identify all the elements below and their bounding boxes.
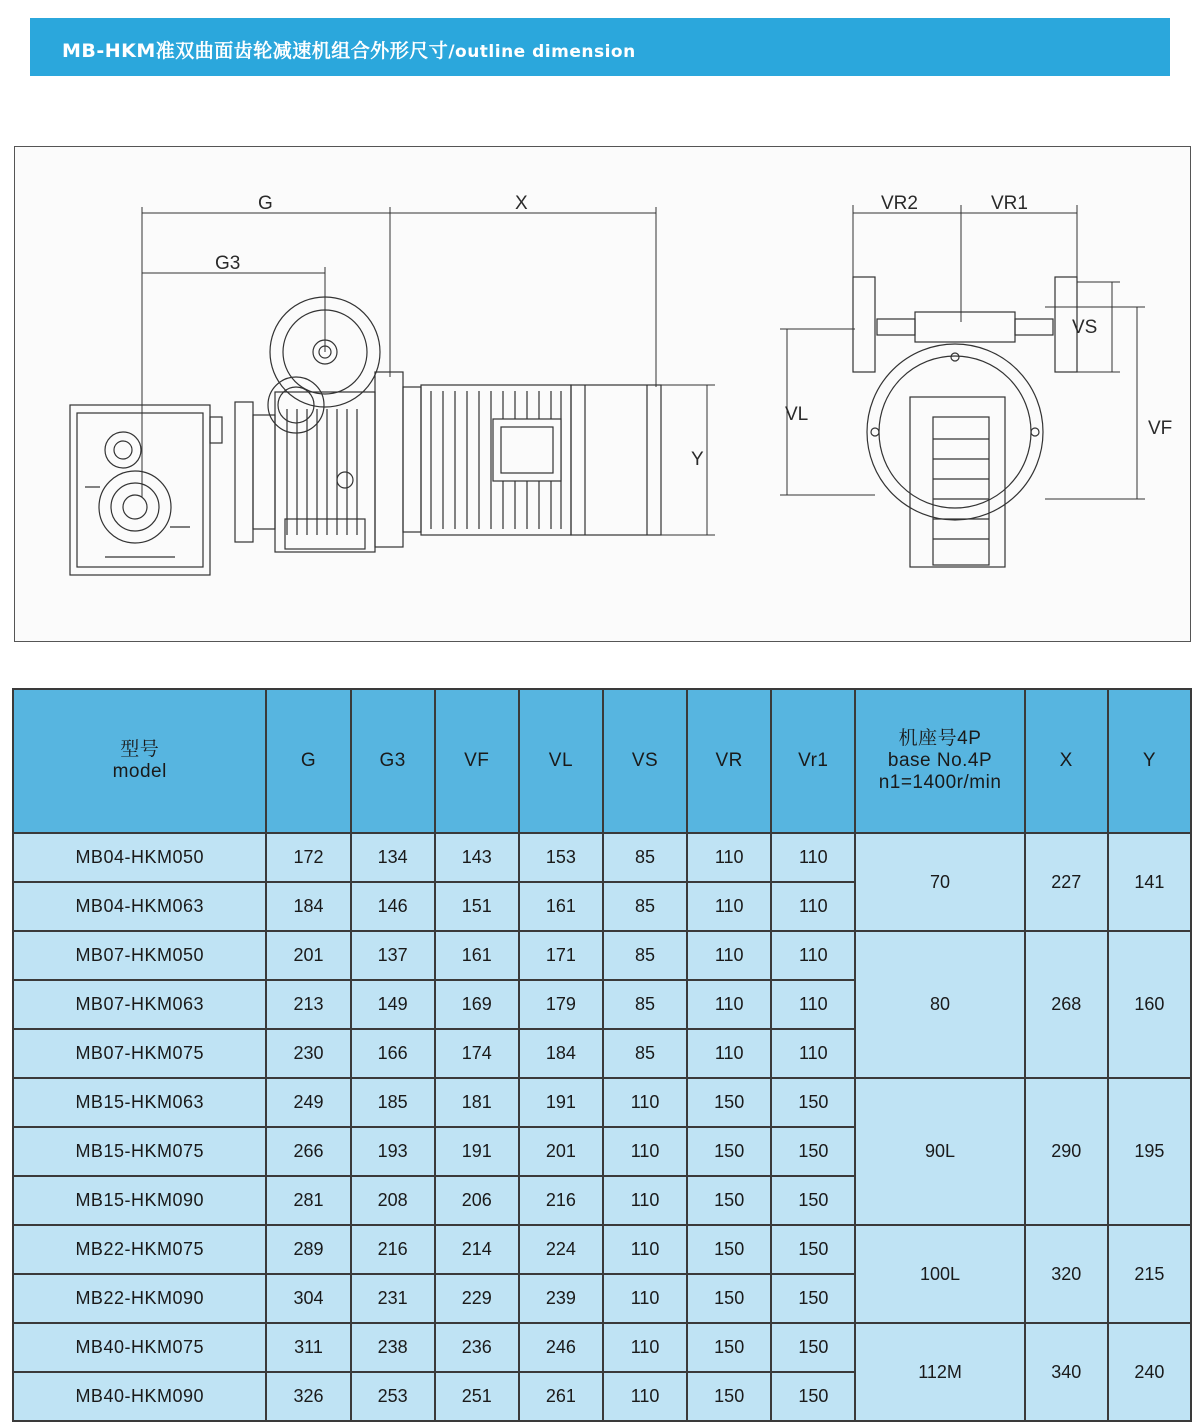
cell-vs: 85 bbox=[603, 882, 687, 931]
cell-y: 240 bbox=[1108, 1323, 1191, 1421]
header-model-cn: 型号 bbox=[120, 739, 160, 760]
cell-base: 112M bbox=[855, 1323, 1024, 1421]
coupling-side bbox=[235, 392, 375, 552]
title-banner bbox=[30, 18, 1170, 76]
cell-vr: 110 bbox=[687, 1029, 771, 1078]
cell-vs: 110 bbox=[603, 1225, 687, 1274]
cell-vl: 261 bbox=[519, 1372, 603, 1421]
cell-g: 281 bbox=[266, 1176, 350, 1225]
cell-vl: 239 bbox=[519, 1274, 603, 1323]
cell-vl: 184 bbox=[519, 1029, 603, 1078]
cell-vs: 110 bbox=[603, 1274, 687, 1323]
gearbox-side bbox=[70, 405, 222, 575]
cell-vl: 153 bbox=[519, 833, 603, 882]
cell-vr: 150 bbox=[687, 1274, 771, 1323]
cell-vf: 169 bbox=[435, 980, 519, 1029]
cell-g3: 253 bbox=[351, 1372, 435, 1421]
cell-vr1: 150 bbox=[771, 1372, 855, 1421]
header-g: G bbox=[266, 689, 350, 833]
cell-x: 290 bbox=[1025, 1078, 1108, 1225]
header-x: X bbox=[1025, 689, 1108, 833]
cell-vr1: 110 bbox=[771, 882, 855, 931]
cell-vf: 214 bbox=[435, 1225, 519, 1274]
table-row bbox=[13, 931, 1191, 980]
cell-base: 70 bbox=[855, 833, 1024, 931]
drawing-svg bbox=[15, 147, 1192, 643]
cell-vl: 246 bbox=[519, 1323, 603, 1372]
cell-y: 160 bbox=[1108, 931, 1191, 1078]
cell-vr1: 150 bbox=[771, 1078, 855, 1127]
label-g: G bbox=[258, 193, 273, 214]
label-vr2: VR2 bbox=[881, 193, 918, 214]
table-row bbox=[13, 833, 1191, 882]
gearbox-end-view bbox=[853, 277, 1077, 567]
label-vs: VS bbox=[1072, 317, 1098, 338]
cell-vr: 150 bbox=[687, 1372, 771, 1421]
cell-g: 184 bbox=[266, 882, 350, 931]
cell-vl: 161 bbox=[519, 882, 603, 931]
header-vl: VL bbox=[519, 689, 603, 833]
cell-model: MB40-HKM090 bbox=[13, 1372, 266, 1421]
cell-vs: 110 bbox=[603, 1127, 687, 1176]
header-y: Y bbox=[1108, 689, 1191, 833]
cell-vf: 181 bbox=[435, 1078, 519, 1127]
cell-y: 215 bbox=[1108, 1225, 1191, 1323]
header-base-en: base No.4P bbox=[887, 750, 993, 771]
cell-g: 230 bbox=[266, 1029, 350, 1078]
cell-vr: 150 bbox=[687, 1078, 771, 1127]
table-row bbox=[13, 1323, 1191, 1372]
cell-model: MB07-HKM050 bbox=[13, 931, 266, 980]
cell-g: 311 bbox=[266, 1323, 350, 1372]
label-vl: VL bbox=[785, 404, 809, 425]
cell-vf: 174 bbox=[435, 1029, 519, 1078]
title-en: /outline dimension bbox=[448, 42, 636, 62]
cell-vf: 151 bbox=[435, 882, 519, 931]
header-vs: VS bbox=[603, 689, 687, 833]
cell-g3: 134 bbox=[351, 833, 435, 882]
cell-g3: 231 bbox=[351, 1274, 435, 1323]
cell-g: 249 bbox=[266, 1078, 350, 1127]
cell-g3: 193 bbox=[351, 1127, 435, 1176]
cell-vr1: 150 bbox=[771, 1127, 855, 1176]
label-vr1: VR1 bbox=[991, 193, 1028, 214]
cell-g3: 149 bbox=[351, 980, 435, 1029]
header-vr: VR bbox=[687, 689, 771, 833]
header-model-en: model bbox=[112, 761, 167, 782]
label-g3: G3 bbox=[215, 253, 241, 274]
cell-model: MB07-HKM075 bbox=[13, 1029, 266, 1078]
cell-g: 326 bbox=[266, 1372, 350, 1421]
cell-vs: 110 bbox=[603, 1372, 687, 1421]
cell-g: 266 bbox=[266, 1127, 350, 1176]
cell-g: 201 bbox=[266, 931, 350, 980]
cell-vr: 110 bbox=[687, 882, 771, 931]
cell-vr1: 150 bbox=[771, 1323, 855, 1372]
cell-g3: 146 bbox=[351, 882, 435, 931]
cell-x: 340 bbox=[1025, 1323, 1108, 1421]
cell-vr1: 110 bbox=[771, 931, 855, 980]
cell-vr1: 150 bbox=[771, 1274, 855, 1323]
header-base-speed: n1=1400r/min bbox=[878, 772, 1002, 793]
cell-vf: 143 bbox=[435, 833, 519, 882]
page-title bbox=[62, 36, 636, 63]
cell-vf: 236 bbox=[435, 1323, 519, 1372]
cell-g: 172 bbox=[266, 833, 350, 882]
cell-vl: 201 bbox=[519, 1127, 603, 1176]
dimension-lines-end bbox=[780, 205, 1145, 499]
cell-g3: 185 bbox=[351, 1078, 435, 1127]
table-row bbox=[13, 1078, 1191, 1127]
cell-model: MB07-HKM063 bbox=[13, 980, 266, 1029]
cell-model: MB04-HKM063 bbox=[13, 882, 266, 931]
cell-vl: 171 bbox=[519, 931, 603, 980]
cell-vf: 229 bbox=[435, 1274, 519, 1323]
cell-vr1: 110 bbox=[771, 833, 855, 882]
cell-g3: 238 bbox=[351, 1323, 435, 1372]
cell-vs: 85 bbox=[603, 833, 687, 882]
label-x: X bbox=[515, 193, 528, 214]
header-base-cn: 机座号4P bbox=[898, 728, 982, 749]
handwheel-side bbox=[268, 297, 380, 433]
cell-g: 304 bbox=[266, 1274, 350, 1323]
motor-side bbox=[375, 372, 661, 547]
cell-model: MB15-HKM075 bbox=[13, 1127, 266, 1176]
cell-vr: 150 bbox=[687, 1225, 771, 1274]
cell-model: MB04-HKM050 bbox=[13, 833, 266, 882]
cell-model: MB22-HKM090 bbox=[13, 1274, 266, 1323]
cell-vr1: 110 bbox=[771, 980, 855, 1029]
table-row bbox=[13, 1225, 1191, 1274]
cell-vr1: 150 bbox=[771, 1176, 855, 1225]
cell-vs: 110 bbox=[603, 1323, 687, 1372]
header-vr1: Vr1 bbox=[771, 689, 855, 833]
cell-base: 90L bbox=[855, 1078, 1024, 1225]
cell-g3: 216 bbox=[351, 1225, 435, 1274]
title-cn: MB-HKM准双曲面齿轮减速机组合外形尺寸 bbox=[62, 40, 449, 62]
header-model bbox=[13, 689, 266, 833]
cell-vs: 85 bbox=[603, 1029, 687, 1078]
cell-g3: 166 bbox=[351, 1029, 435, 1078]
cell-vr: 150 bbox=[687, 1176, 771, 1225]
cell-vf: 206 bbox=[435, 1176, 519, 1225]
cell-vr: 110 bbox=[687, 931, 771, 980]
cell-g: 289 bbox=[266, 1225, 350, 1274]
dimension-table bbox=[12, 688, 1192, 1422]
cell-vl: 224 bbox=[519, 1225, 603, 1274]
cell-vl: 216 bbox=[519, 1176, 603, 1225]
cell-vr: 150 bbox=[687, 1127, 771, 1176]
cell-base: 80 bbox=[855, 931, 1024, 1078]
cell-base: 100L bbox=[855, 1225, 1024, 1323]
cell-vl: 191 bbox=[519, 1078, 603, 1127]
cell-x: 320 bbox=[1025, 1225, 1108, 1323]
cell-model: MB15-HKM090 bbox=[13, 1176, 266, 1225]
header-base bbox=[855, 689, 1024, 833]
cell-model: MB15-HKM063 bbox=[13, 1078, 266, 1127]
cell-vf: 161 bbox=[435, 931, 519, 980]
cell-vr: 150 bbox=[687, 1323, 771, 1372]
header-vf: VF bbox=[435, 689, 519, 833]
cell-x: 227 bbox=[1025, 833, 1108, 931]
outline-drawing bbox=[14, 146, 1191, 642]
cell-vs: 110 bbox=[603, 1078, 687, 1127]
cell-vr1: 150 bbox=[771, 1225, 855, 1274]
table-header-row bbox=[13, 689, 1191, 833]
cell-model: MB40-HKM075 bbox=[13, 1323, 266, 1372]
cell-g3: 137 bbox=[351, 931, 435, 980]
cell-vf: 191 bbox=[435, 1127, 519, 1176]
cell-vl: 179 bbox=[519, 980, 603, 1029]
label-y: Y bbox=[691, 449, 704, 470]
cell-y: 141 bbox=[1108, 833, 1191, 931]
cell-vs: 110 bbox=[603, 1176, 687, 1225]
cell-x: 268 bbox=[1025, 931, 1108, 1078]
cell-y: 195 bbox=[1108, 1078, 1191, 1225]
cell-g: 213 bbox=[266, 980, 350, 1029]
label-vf: VF bbox=[1148, 418, 1173, 439]
cell-vs: 85 bbox=[603, 980, 687, 1029]
cell-vr1: 110 bbox=[771, 1029, 855, 1078]
cell-vs: 85 bbox=[603, 931, 687, 980]
cell-vr: 110 bbox=[687, 833, 771, 882]
cell-vr: 110 bbox=[687, 980, 771, 1029]
cell-model: MB22-HKM075 bbox=[13, 1225, 266, 1274]
header-g3: G3 bbox=[351, 689, 435, 833]
cell-g3: 208 bbox=[351, 1176, 435, 1225]
cell-vf: 251 bbox=[435, 1372, 519, 1421]
